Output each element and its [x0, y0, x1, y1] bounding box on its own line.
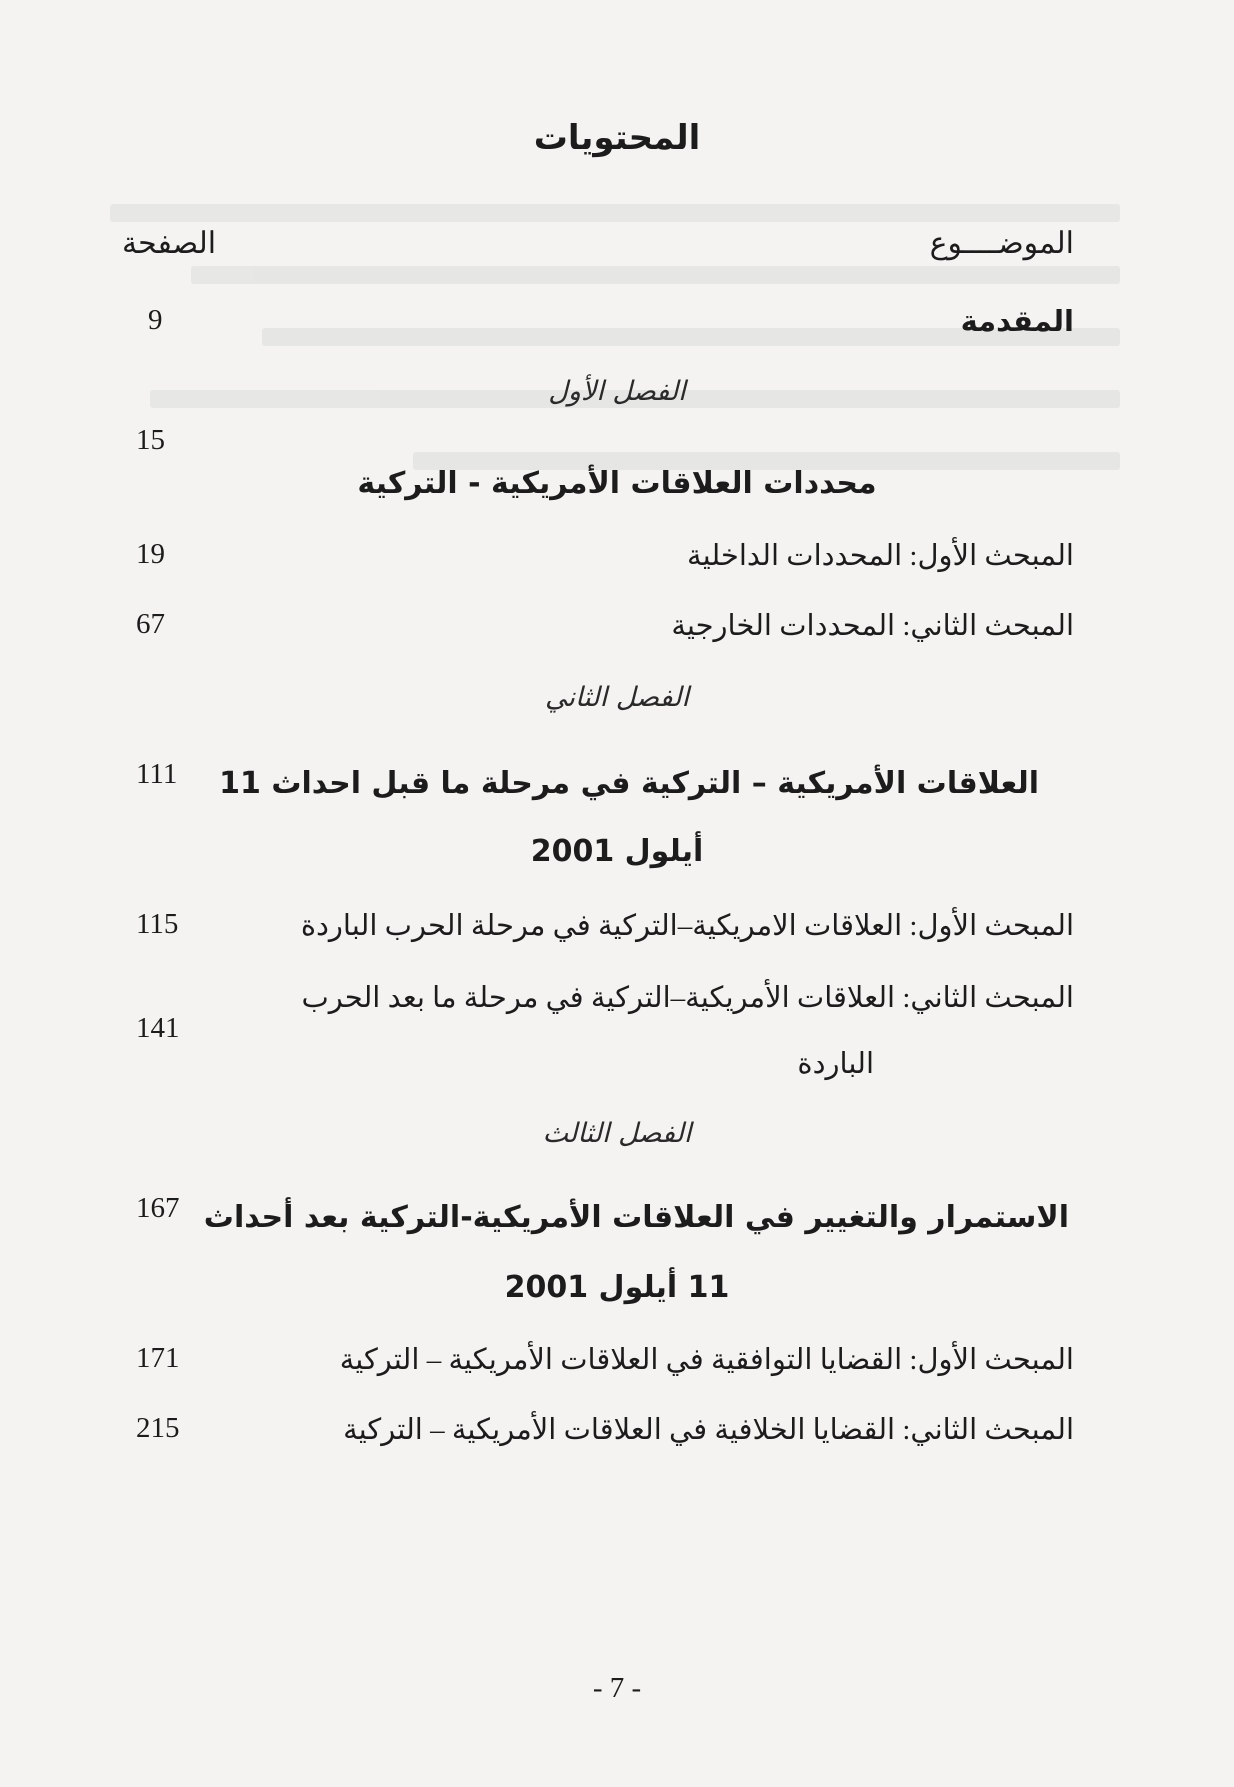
chapter-3-section-1: المبحث الأول: القضايا التوافقية في العلاقات الأمريكية – التركية: [339, 1344, 1074, 1376]
intro-entry-page: 9: [148, 304, 163, 336]
chapter-1-section-1-page: 19: [136, 538, 165, 570]
chapter-3-section-2: المبحث الثاني: القضايا الخلافية في العلاقات الأمريكية – التركية: [343, 1414, 1074, 1446]
chapter-2-title-line-2: أيلول 2001: [530, 834, 704, 869]
chapter-3-title-line-1: الاستمرار والتغيير في العلاقات الأمريكية-التركية بعد أحداث: [203, 1200, 1069, 1235]
chapter-2-section-1-page: 115: [136, 908, 179, 940]
chapter-2-section-2-line-2: الباردة: [797, 1048, 874, 1080]
intro-entry-label: المقدمة: [960, 304, 1074, 338]
chapter-1-page: 15: [136, 424, 165, 456]
chapter-1-title: محددات العلاقات الأمريكية - التركية: [357, 466, 877, 501]
chapter-1-section-2: المبحث الثاني: المحددات الخارجية: [671, 610, 1074, 642]
chapter-3-heading: الفصل الثالث: [542, 1118, 692, 1149]
chapter-2-section-1: المبحث الأول: العلاقات الامريكية–التركية في مرحلة الحرب الباردة: [300, 910, 1074, 942]
chapter-1-heading: الفصل الأول: [548, 376, 686, 407]
topic-column-header: الموضــــوع: [929, 227, 1074, 260]
page-column-header: الصفحة: [122, 227, 217, 260]
chapter-3-title-line-2: 11 أيلول 2001: [504, 1270, 730, 1305]
page-number: - 7 -: [592, 1672, 642, 1704]
chapter-2-title-line-1: العلاقات الأمريكية – التركية في مرحلة ما قبل احداث 11: [219, 766, 1039, 801]
chapter-3-section-2-page: 215: [136, 1412, 180, 1444]
chapter-2-section-2-line-1: المبحث الثاني: العلاقات الأمريكية–التركية في مرحلة ما بعد الحرب: [301, 982, 1074, 1014]
chapter-2-page: 111: [136, 758, 178, 790]
chapter-3-page: 167: [136, 1192, 180, 1224]
chapter-2-section-2-page: 141: [136, 1012, 180, 1044]
chapter-1-section-1: المبحث الأول: المحددات الداخلية: [687, 540, 1074, 572]
chapter-2-heading: الفصل الثاني: [545, 682, 689, 713]
chapter-1-section-2-page: 67: [136, 608, 165, 640]
page-title: المحتويات: [533, 118, 701, 158]
chapter-3-section-1-page: 171: [136, 1342, 180, 1374]
